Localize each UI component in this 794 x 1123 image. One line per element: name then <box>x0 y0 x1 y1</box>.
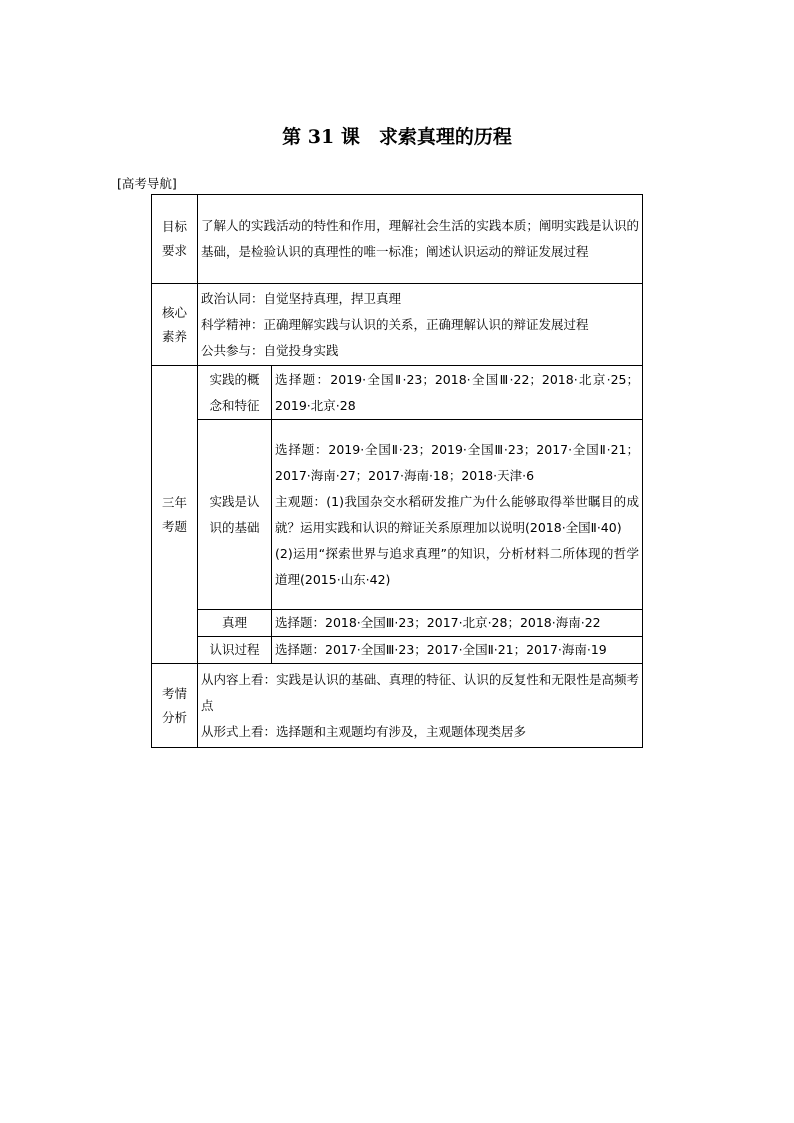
row-label-line: 要求 <box>161 243 187 258</box>
row-label-line: 目标 <box>161 219 187 234</box>
table-row-three-years-3 <box>152 610 643 637</box>
row-label-line: 考题 <box>161 518 187 534</box>
row-label-goal <box>152 195 198 284</box>
questions-cell <box>272 366 643 420</box>
core-literacy-cell <box>198 284 643 366</box>
topic-practice-basis <box>198 420 272 610</box>
table-row-three-years-2 <box>152 420 643 610</box>
analysis-paragraph: 从形式上看：选择题和主观题均有涉及，主观题体现类居多 <box>201 723 527 739</box>
core-line: 政治认同：自觉坚持真理，捍卫真理 <box>201 290 402 306</box>
questions-cell <box>272 637 643 664</box>
row-label-core <box>152 284 198 366</box>
core-line: 公共参与：自觉投身实践 <box>201 342 339 358</box>
topic-line: 念和特征 <box>209 397 260 413</box>
exam-guide-table <box>151 194 643 748</box>
table-row-analysis <box>152 664 643 748</box>
row-label-line: 核心 <box>161 304 187 320</box>
question-paragraph: (2)运用“探索世界与追求真理”的知识，分析材料二所体现的哲学道理(2015·山东·42) <box>275 545 640 587</box>
page-title: 第 31 课 求索真理的历程 <box>282 126 512 148</box>
row-label-analysis <box>152 664 198 748</box>
row-label-line: 素养 <box>161 328 187 344</box>
topic-cognition-process <box>198 637 272 664</box>
topic-line: 认识过程 <box>209 642 260 657</box>
question-paragraph: 选择题：2019·全国Ⅱ·23；2019·全国Ⅲ·23；2017·全国Ⅱ·21；2017·海南·27；2017·海南·18；2018·天津·6 <box>275 441 640 483</box>
analysis-paragraph: 从内容上看：实践是认识的基础、真理的特征、认识的反复性和无限性是高频考点 <box>201 671 640 713</box>
question-paragraph: 选择题：2018·全国Ⅲ·23；2017·北京·28；2018·海南·22 <box>275 615 601 630</box>
questions-cell <box>272 420 643 610</box>
row-label-line: 考情 <box>161 685 187 701</box>
section-label: [高考导航] <box>117 176 177 191</box>
question-paragraph: 选择题：2019·全国Ⅱ·23；2018·全国Ⅲ·22；2018·北京·25；2019·北京·28 <box>275 371 640 413</box>
topic-line: 实践是认 <box>209 493 260 509</box>
core-line: 科学精神：正确理解实践与认识的关系，正确理解认识的辩证发展过程 <box>201 316 589 332</box>
topic-line: 真理 <box>221 615 247 630</box>
question-paragraph: 选择题：2017·全国Ⅲ·23；2017·全国Ⅱ·21；2017·海南·19 <box>275 642 607 657</box>
row-label-line: 三年 <box>161 494 187 510</box>
topic-practice-concept <box>198 366 272 420</box>
topic-line: 识的基础 <box>209 519 260 535</box>
questions-cell <box>272 610 643 637</box>
row-label-three-years <box>152 366 198 664</box>
table-row-goal <box>152 195 643 284</box>
topic-truth <box>198 610 272 637</box>
row-label-line: 分析 <box>161 709 187 725</box>
analysis-cell <box>198 664 643 748</box>
table-row-three-years-4 <box>152 637 643 664</box>
table-row-three-years-1 <box>152 366 643 420</box>
topic-line: 实践的概 <box>209 371 260 387</box>
table-row-core <box>152 284 643 366</box>
question-paragraph: 主观题：(1)我国杂交水稻研发推广为什么能够取得举世瞩目的成就？运用实践和认识的辩证关系原理加以说明(2018·全国Ⅱ·40) <box>275 493 640 535</box>
goal-text: 了解人的实践活动的特性和作用，理解社会生活的实践本质；阐明实践是认识的基础，是检验认识的真理性的唯一标准；阐述认识运动的辩证发展过程 <box>198 195 643 284</box>
